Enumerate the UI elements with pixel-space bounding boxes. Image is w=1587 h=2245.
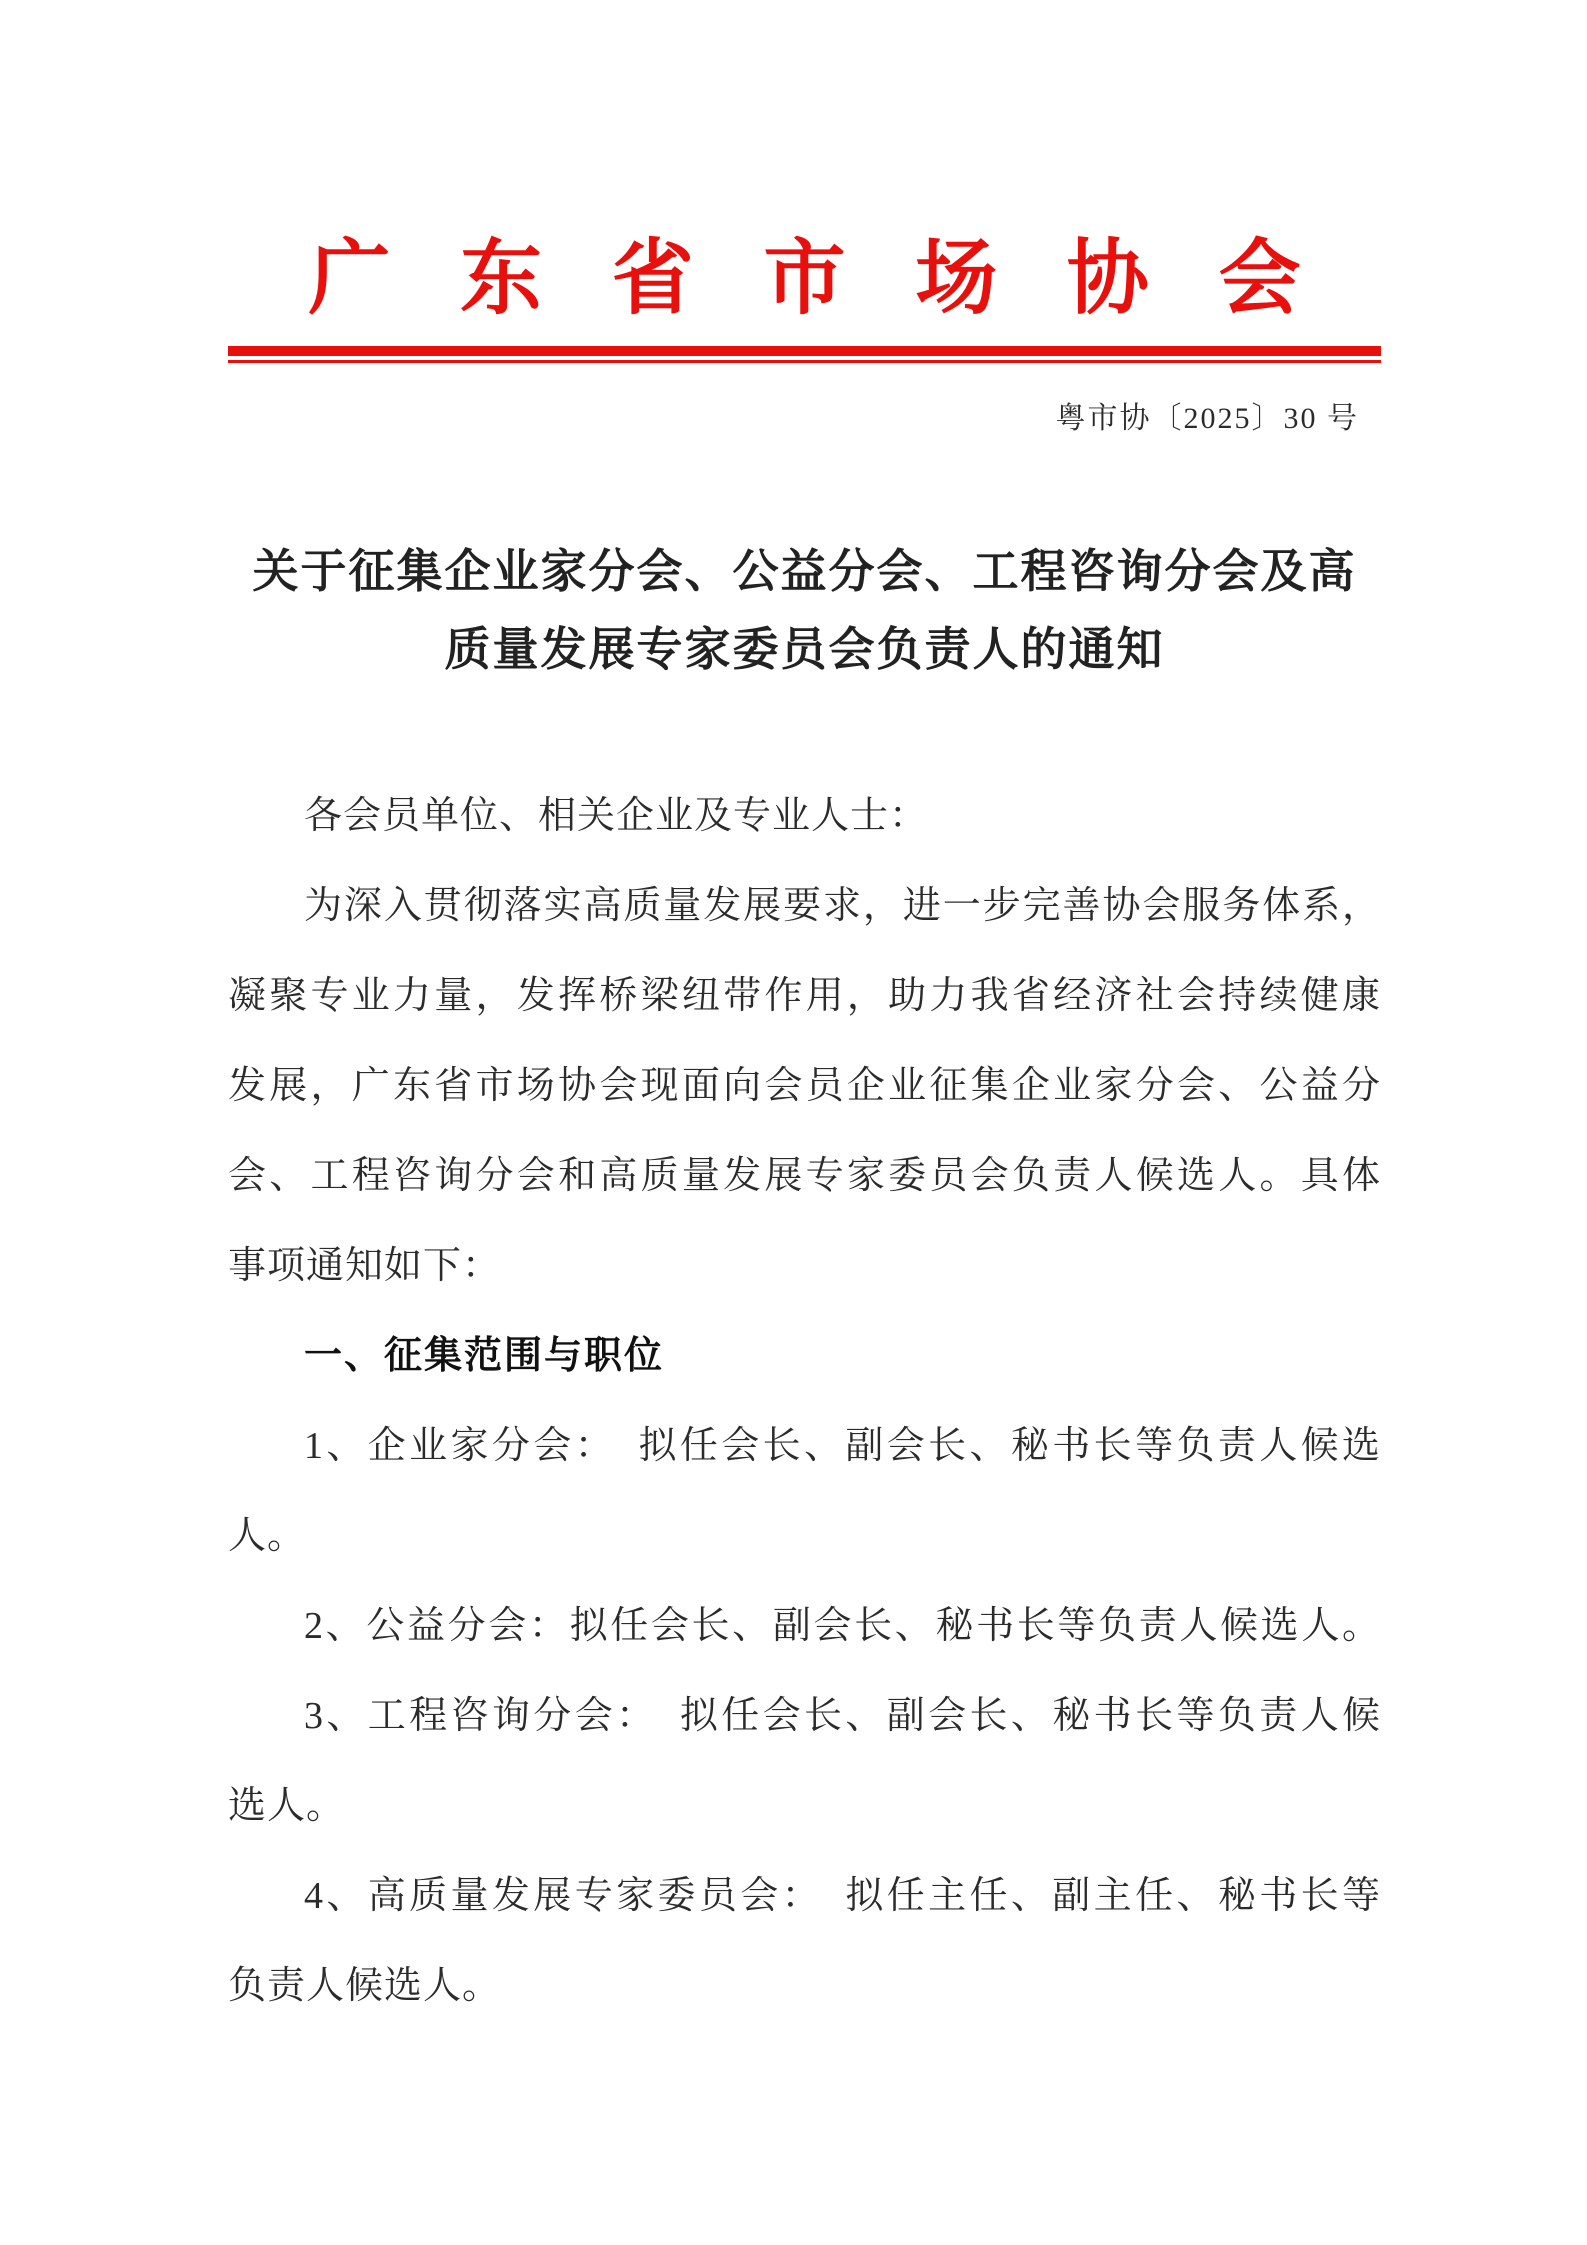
list-item-3-cont: 选人。: [228, 1785, 346, 1827]
list-item-4-cont: 负责人候选人。: [228, 1965, 502, 2007]
document-content: [0, 228, 1587, 2031]
doc-body: [228, 771, 1381, 2031]
list-item-4: 4、高质量发展专家委员会： 拟任主任、副主任、秘书长等: [304, 1875, 1381, 1917]
red-divider-rule: [228, 346, 1381, 363]
red-rule-thick: [228, 346, 1381, 356]
letterhead: [228, 228, 1381, 441]
salutation-line: 各会员单位、相关企业及专业人士：: [304, 795, 929, 837]
list-item-3: 3、工程咨询分会： 拟任会长、副会长、秘书长等负责人候: [304, 1695, 1381, 1737]
doc-title-line2: 质量发展专家委员会负责人的通知: [444, 624, 1165, 675]
body-line: 会、工程咨询分会和高质量发展专家委员会负责人候选人。具体: [228, 1155, 1381, 1197]
doc-title-line1: 关于征集企业家分会、公益分会、工程咨询分会及高: [252, 546, 1357, 597]
body-line: 发展，广东省市场协会现面向会员企业征集企业家分会、公益分: [228, 1065, 1381, 1107]
body-line: 事项通知如下：: [228, 1245, 502, 1287]
list-item-1-cont: 人。: [228, 1515, 307, 1557]
org-name-title: 广东省市场协会: [308, 233, 1371, 324]
red-rule-thin: [228, 360, 1381, 363]
doc-number: 粤市协〔2025〕30 号: [1055, 402, 1359, 435]
list-item-1: 1、企业家分会： 拟任会长、副会长、秘书长等负责人候选: [304, 1425, 1381, 1467]
body-line: 凝聚专业力量，发挥桥梁纽带作用，助力我省经济社会持续健康: [228, 975, 1381, 1017]
doc-title: [228, 533, 1381, 689]
body-line: 为深入贯彻落实高质量发展要求，进一步完善协会服务体系，: [304, 885, 1381, 927]
list-item-2: 2、公益分会：拟任会长、副会长、秘书长等负责人候选人。: [304, 1605, 1381, 1647]
section-heading: 一、征集范围与职位: [304, 1335, 665, 1377]
